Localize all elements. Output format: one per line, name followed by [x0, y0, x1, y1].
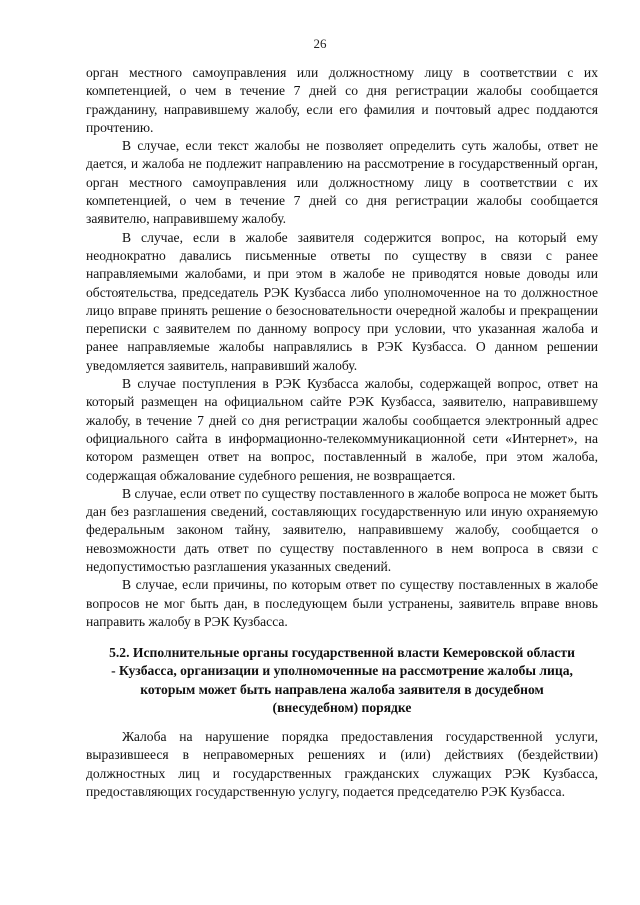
section-body — [86, 728, 598, 801]
body-text — [86, 64, 598, 631]
paragraph-unreadable-complaint: В случае, если текст жалобы не позволяет определить суть жалобы, ответ не дается, и жалоба не подлежит направлению на рассмотрение в государственный орган, орган местного самоуправления или должностному лицу в соответствии с их компетенцией, о чем в течение 7 дней со дня регистрации жалобы сообщается заявителю, направившему жалобу. — [86, 138, 598, 227]
paragraph-answer-on-website: В случае поступления в РЭК Кузбасса жалобы, содержащей вопрос, ответ на который размещен на официальном сайте РЭК Кузбасса, заявителю, направившему жалобу, в течение 7 дней со дня регистрации жалобы сообщается электронный адрес официального сайта в информационно-телекоммуникационной сети «Интернет», на котором размещен ответ на вопрос, поставленный в жалобе, при этом жалоба, содержащая обжалование судебного решения, не возвращается. — [86, 376, 598, 483]
paragraph-secret-information: В случае, если ответ по существу поставленного в жалобе вопроса не может быть дан без разглашения сведений, составляющих государственную или иную охраняемую федеральным законом тайну, заявителю, направившему жалобу, сообщается о невозможности дать ответ по существу поставленного в нем вопроса в связи с недопустимостью разглашения указанных сведений. — [86, 485, 598, 575]
section-heading: 5.2. Исполнительные органы государственной власти Кемеровской области - Кузбасса, организации и уполномоченные на рассмотрение жалобы лица, которым может быть направлена жалоба заявителя в досудебном (внесудебном) порядке — [109, 645, 575, 715]
paragraph-complaint-submission: Жалоба на нарушение порядка предоставления государственной услуги, выразившееся в неправомерных решениях и (или) действиях (бездействии) должностных лиц и государственных гражданских служащих РЭК Кузбасса, предоставляющих государственную услугу, подается председателю РЭК Кузбасса. — [86, 729, 598, 799]
paragraph-continuation: орган местного самоуправления или должностному лицу в соответствии с их компетенцией, о чем в течение 7 дней со дня регистрации жалобы сообщается гражданину, направившему жалобу, если его фамилия и почтовый адрес поддаются прочтению. — [86, 65, 598, 135]
page-number: 26 — [313, 36, 327, 51]
paragraph-repeated-complaint: В случае, если в жалобе заявителя содержится вопрос, на который ему неоднократно давались письменные ответы по существу в связи с ранее направляемыми жалобами, и при этом в жалобе не приводятся новые доводы или обстоятельства, председатель РЭК Кузбасса либо уполномоченное на то должностное лицо вправе принять решение о безосновательности очередной жалобы и прекращении переписки с заявителем по данному вопросу при условии, что указанная жалоба и ранее направляемые жалобы направлялись в РЭК Кузбасса. О данном решении уведомляется заявитель, направивший жалобу. — [86, 229, 598, 373]
paragraph-resubmission: В случае, если причины, по которым ответ по существу поставленных в жалобе вопросов не мог быть дан, в последующем были устранены, заявитель вправе вновь направить жалобу в РЭК Кузбасса. — [86, 577, 598, 629]
